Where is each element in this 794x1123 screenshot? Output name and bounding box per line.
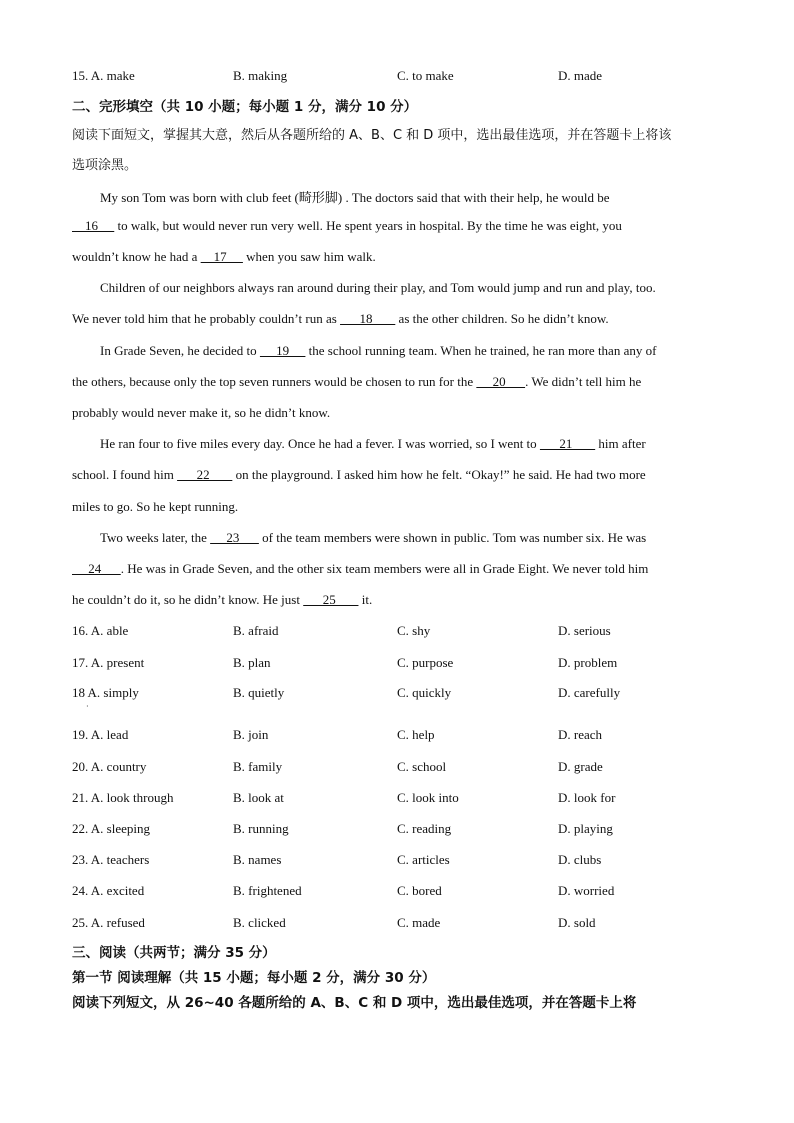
passage-line: In Grade Seven, he decided to 19 the school running team. When he trained, he ran more than any of	[100, 343, 657, 358]
option-b: B. family	[233, 759, 283, 774]
section2-instruction-line2: 选项涂黑。	[72, 158, 138, 173]
passage-line: miles to go. So he kept running.	[72, 499, 239, 514]
option-c: C. help	[397, 727, 435, 742]
blank-24: 24	[72, 561, 121, 576]
section3-heading: 三、阅读（共两节；满分 35 分）	[72, 945, 276, 961]
option-b: B. making	[233, 68, 288, 83]
options-q19	[72, 727, 752, 745]
option-c: C. shy	[397, 623, 431, 638]
option-b: B. names	[233, 852, 282, 867]
option-a: 16. A. able	[72, 623, 129, 638]
passage-line: Children of our neighbors always ran around during their play, and Tom would jump and run and play, too.	[100, 280, 656, 295]
options-q24	[72, 883, 752, 901]
option-b: B. join	[233, 727, 269, 742]
blank-21: 21	[539, 436, 596, 451]
options-q15	[72, 68, 752, 86]
option-b: B. look at	[233, 790, 284, 805]
option-b: B. quietly	[233, 685, 285, 700]
options-q18	[72, 685, 752, 703]
option-d: D. look for	[558, 790, 616, 805]
passage-line: Two weeks later, the 23 of the team members were shown in public. Tom was number six. He was	[100, 530, 647, 545]
passage-line: wouldn’t know he had a 17 when you saw him walk.	[72, 249, 376, 264]
passage-line: he couldn’t do it, so he didn’t know. He just 25 it.	[72, 592, 373, 607]
blank-23: 23	[210, 530, 259, 545]
option-a: 15. A. make	[72, 68, 135, 83]
passage-line: the others, because only the top seven runners would be chosen to run for the 20 . We didn’t tell him he	[72, 374, 642, 389]
option-d: D. reach	[558, 727, 603, 742]
option-c: C. made	[397, 915, 441, 930]
blank-16: 16	[72, 218, 115, 233]
section3-part1-heading: 第一节 阅读理解（共 15 小题；每小题 2 分，满分 30 分）	[72, 970, 436, 986]
option-c: C. look into	[397, 790, 459, 805]
passage-line: school. I found him 22 on the playground. I asked him how he felt. “Okay!” he said. He had two more	[72, 467, 646, 482]
option-c: C. reading	[397, 821, 452, 836]
option-b: B. clicked	[233, 915, 286, 930]
option-a: 25. A. refused	[72, 915, 145, 930]
option-c: C. to make	[397, 68, 454, 83]
passage-line: 16 to walk, but would never run very well. He spent years in hospital. By the time he was eight, you	[72, 218, 622, 233]
options-q20	[72, 759, 752, 777]
option-c: C. school	[397, 759, 447, 774]
option-d: D. clubs	[558, 852, 602, 867]
options-q17	[72, 655, 752, 673]
option-d: D. made	[558, 68, 603, 83]
blank-19: 19	[259, 343, 306, 358]
option-a: 18 A. simply	[72, 685, 139, 700]
option-a: 17. A. present	[72, 655, 145, 670]
option-d: D. sold	[558, 915, 596, 930]
passage-line: He ran four to five miles every day. Once he had a fever. I was worried, so I went to 21 him after	[100, 436, 646, 451]
options-q23	[72, 852, 752, 870]
option-d: D. worried	[558, 883, 615, 898]
blank-18: 18	[340, 311, 396, 326]
blank-22: 22	[177, 467, 233, 482]
blank-17: 17	[200, 249, 243, 264]
section2-heading: 二、完形填空（共 10 小题；每小题 1 分，满分 10 分）	[72, 99, 418, 115]
option-d: D. carefully	[558, 685, 621, 700]
option-a: 21. A. look through	[72, 790, 174, 805]
option-d: D. playing	[558, 821, 613, 836]
option-a: 19. A. lead	[72, 727, 129, 742]
option-c: C. quickly	[397, 685, 452, 700]
option-b: B. plan	[233, 655, 271, 670]
section3-instruction: 阅读下列短文，从 26~40 各题所给的 A、B、C 和 D 项中，选出最佳选项，并在答题卡上将	[72, 995, 637, 1011]
option-a: 23. A. teachers	[72, 852, 150, 867]
passage-line: 24 . He was in Grade Seven, and the other six team members were all in Grade Eight. We never told him	[72, 561, 649, 576]
option-c: C. purpose	[397, 655, 454, 670]
options-q25	[72, 915, 752, 933]
blank-25: 25	[303, 592, 359, 607]
option-b: B. running	[233, 821, 289, 836]
option-d: D. serious	[558, 623, 611, 638]
passage-line: probably would never make it, so he didn’t know.	[72, 405, 331, 420]
option-a: 20. A. country	[72, 759, 147, 774]
option-b: B. frightened	[233, 883, 302, 898]
option-b: B. afraid	[233, 623, 279, 638]
option-c: C. bored	[397, 883, 442, 898]
options-q22	[72, 821, 752, 839]
option-a: 22. A. sleeping	[72, 821, 150, 836]
option-c: C. articles	[397, 852, 450, 867]
stray-dot: ·	[86, 702, 89, 711]
option-d: D. problem	[558, 655, 618, 670]
options-q16	[72, 623, 752, 641]
passage-line: We never told him that he probably couldn’t run as 18 as the other children. So he didn’t know.	[72, 311, 609, 326]
option-d: D. grade	[558, 759, 603, 774]
passage-line: My son Tom was born with club feet (畸形脚) . The doctors said that with their help, he would be	[100, 190, 610, 205]
option-a: 24. A. excited	[72, 883, 145, 898]
blank-20: 20	[476, 374, 526, 389]
options-q21	[72, 790, 752, 808]
section2-instruction-line1: 阅读下面短文，掌握其大意，然后从各题所给的 A、B、C 和 D 项中，选出最佳选项，并在答题卡上将该	[72, 128, 672, 143]
